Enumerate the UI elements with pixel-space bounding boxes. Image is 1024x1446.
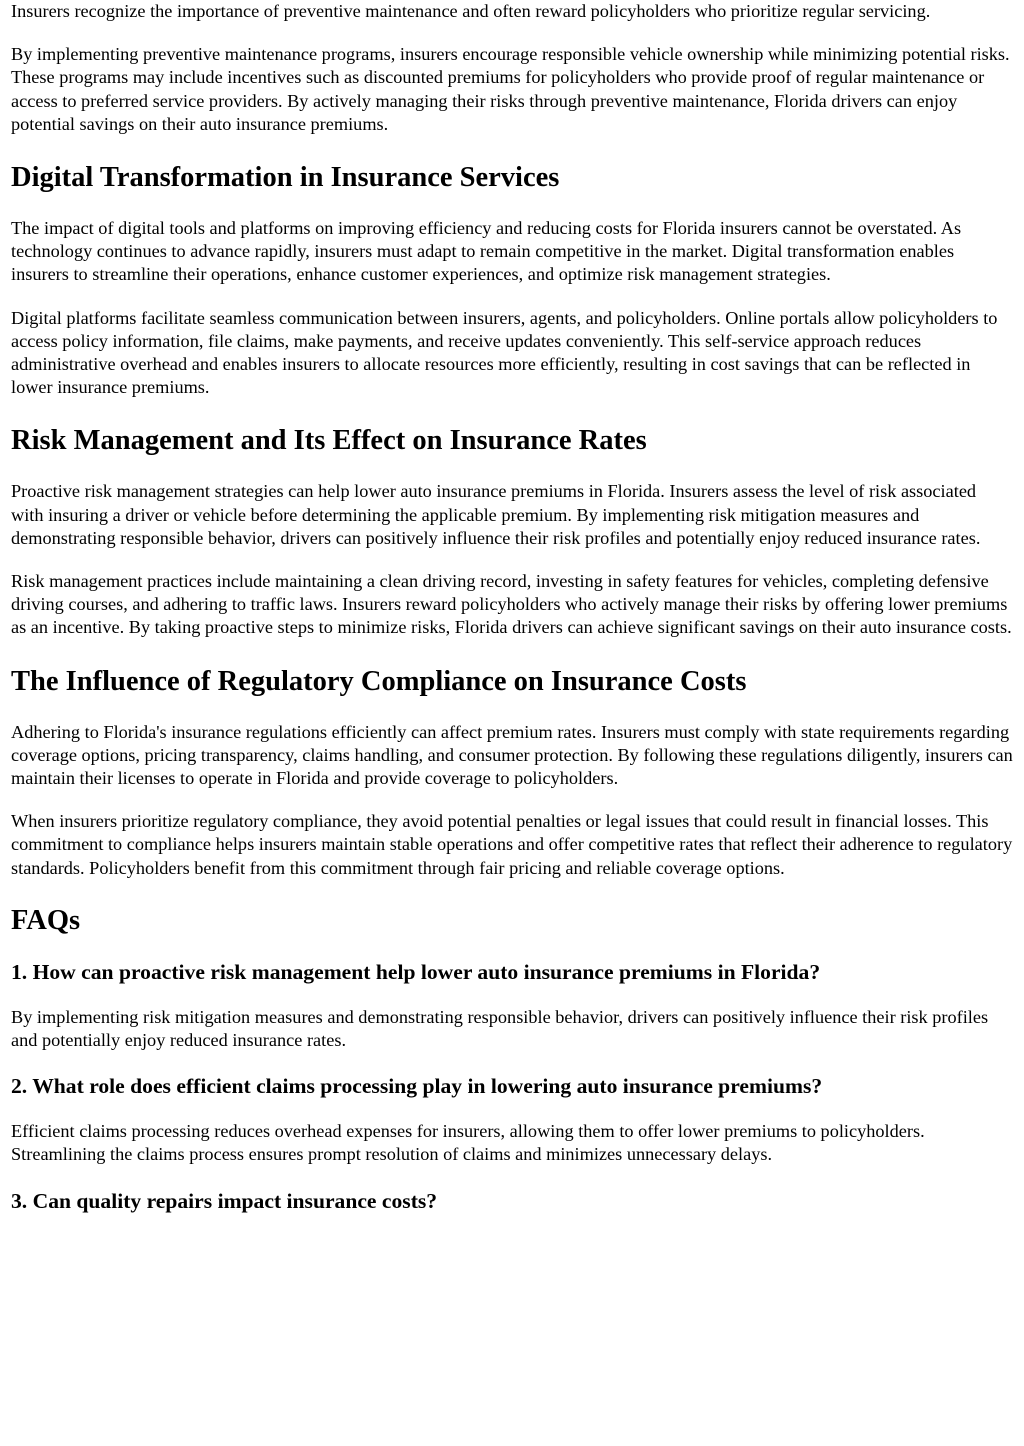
section-heading-faqs: FAQs [11, 904, 81, 936]
faq-answer-2: Efficient claims processing reduces overhead expenses for insurers, allowing them to offer lower premiums to policyholders. Streamlining the claims process ensures prompt resolution of claims and minimizes unnecessary delays. [11, 1121, 925, 1165]
digital-paragraph-1: The impact of digital tools and platforms on improving efficiency and reducing costs for Florida insurers cannot be overstated. As technology continues to advance rapidly, insurers must adapt to remain competitive in the market. Digital transformation enables insurers to streamline their operations, enhance customer experiences, and optimize risk management strategies. [11, 218, 962, 285]
intro-paragraph-2: By implementing preventive maintenance programs, insurers encourage responsible vehicle ownership while minimizing potential risks. These programs may include incentives such as discounted premiums for policyholders who provide proof of regular maintenance or access to preferred service providers. By actively managing their risks through preventive maintenance, Florida drivers can enjoy potential savings on their auto insurance premiums. [11, 44, 1010, 134]
risk-paragraph-1: Proactive risk management strategies can help lower auto insurance premiums in Florida. Insurers assess the level of risk associated with insuring a driver or vehicle before determining the applicable premium. By implementing risk mitigation measures and demonstrating responsible behavior, drivers can positively influence their risk profiles and potentially enjoy reduced insurance rates. [11, 481, 981, 548]
section-heading-regulatory: The Influence of Regulatory Compliance on Insurance Costs [11, 665, 747, 697]
regulatory-paragraph-2: When insurers prioritize regulatory compliance, they avoid potential penalties or legal issues that could result in financial losses. This commitment to compliance helps insurers maintain stable operations and offer competitive rates that reflect their adherence to regulatory standards. Policyholders benefit from this commitment through fair pricing and reliable coverage options. [11, 811, 1013, 878]
faq-question-1: 1. How can proactive risk management help lower auto insurance premiums in Florida? [11, 959, 821, 984]
regulatory-paragraph-1: Adhering to Florida's insurance regulations efficiently can affect premium rates. Insurers must comply with state requirements regarding coverage options, pricing transparency, claims handling, and consumer protection. By following these regulations diligently, insurers can maintain their licenses to operate in Florida and provide coverage to policyholders. [11, 721, 1013, 789]
intro-paragraph-1: Insurers recognize the importance of preventive maintenance and often reward policyholders who prioritize regular servicing. [11, 1, 931, 21]
faq-question-2: 2. What role does efficient claims processing play in lowering auto insurance premiums? [11, 1074, 823, 1099]
faq-answer-1: By implementing risk mitigation measures and demonstrating responsible behavior, drivers can positively influence their risk profiles and potentially enjoy reduced insurance rates. [11, 1006, 989, 1051]
section-heading-risk: Risk Management and Its Effect on Insurance Rates [11, 425, 647, 457]
risk-paragraph-2: Risk management practices include maintaining a clean driving record, investing in safety features for vehicles, completing defensive driving courses, and adhering to traffic laws. Insurers reward policyholders who actively manage their risks by offering lower premiums as an incentive. By taking proactive steps to minimize risks, Florida drivers can achieve significant savings on their auto insurance costs. [11, 571, 1012, 638]
faq-question-3: 3. Can quality repairs impact insurance costs? [11, 1188, 438, 1213]
digital-paragraph-2: Digital platforms facilitate seamless communication between insurers, agents, and policyholders. Online portals allow policyholders to access policy information, file claims, make payments, and receive updates conveniently. This self-service approach reduces administrative overhead and enables insurers to allocate resources more efficiently, resulting in cost savings that can be reflected in lower insurance premiums. [11, 307, 998, 398]
section-heading-digital: Digital Transformation in Insurance Services [11, 162, 560, 194]
